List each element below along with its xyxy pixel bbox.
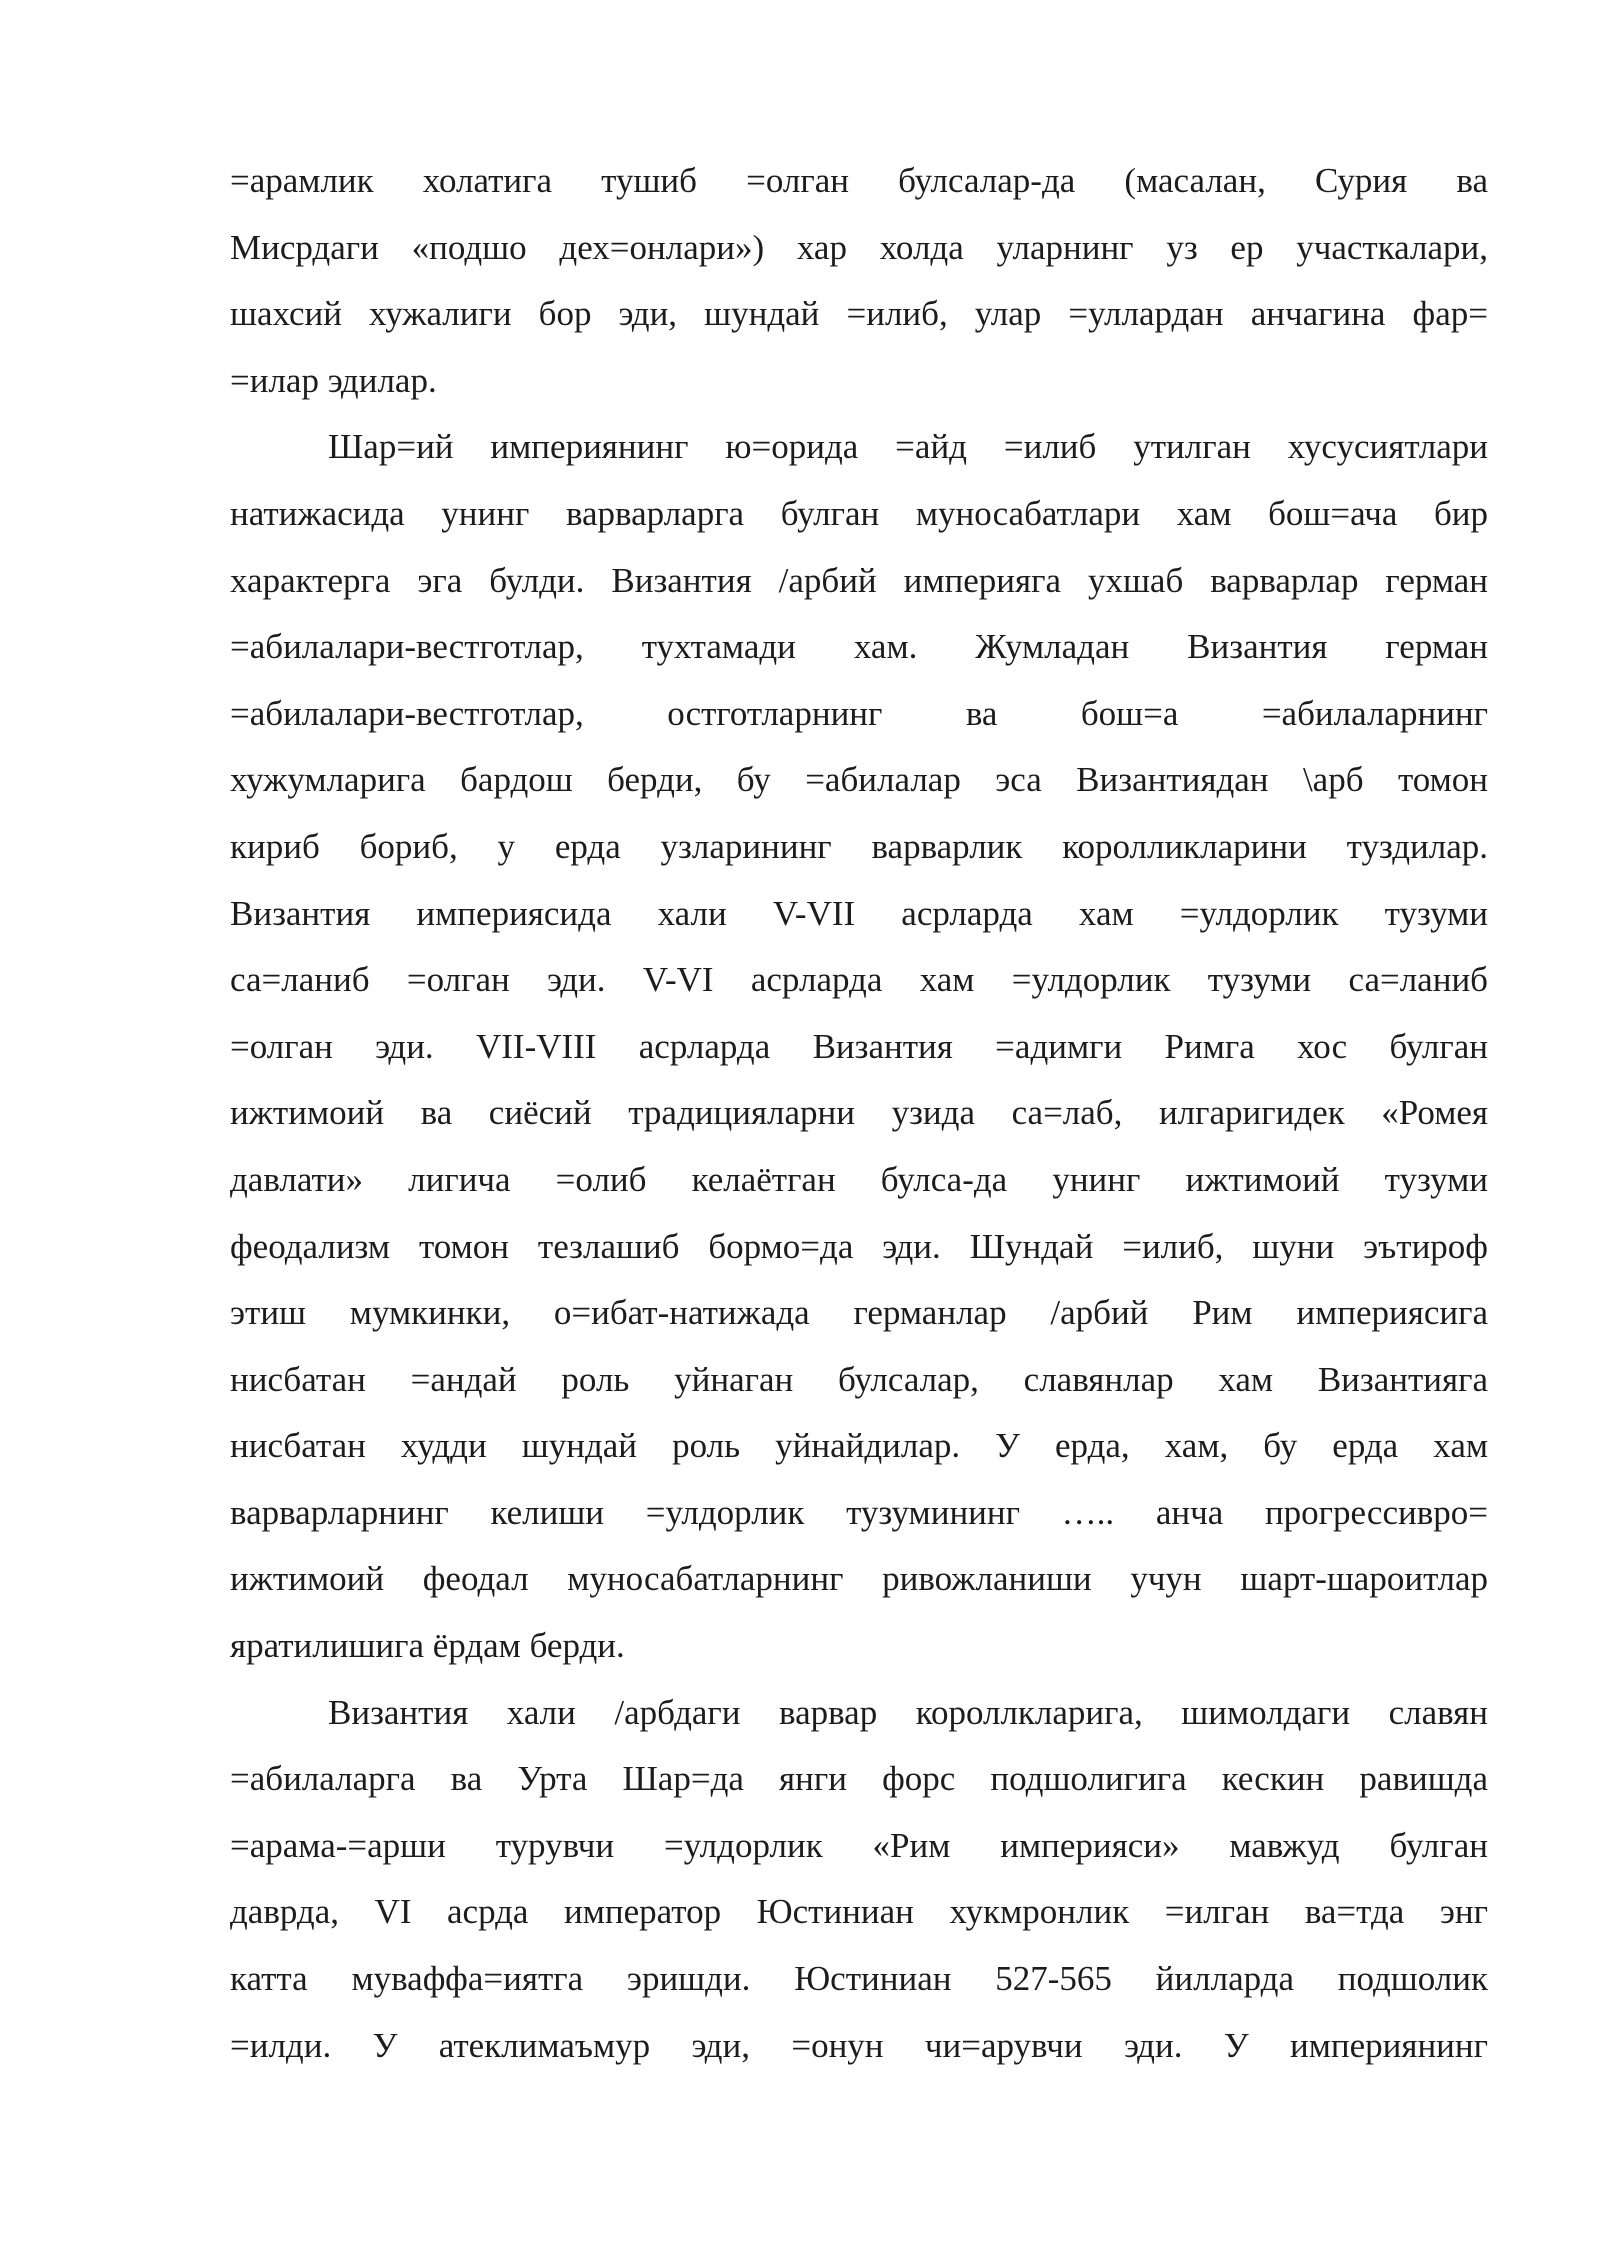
text-line: =арамлик холатига тушиб =олган булсалар-да (масалан, Сурия ва [230, 161, 1488, 200]
text-line: шахсий хужалиги бор эди, шундай =илиб, улар =уллардан анчагина фар= [230, 294, 1488, 334]
text-line: ижтимоий феодал муносабатларнинг ривожланиши учун шарт-шароитлар [230, 1559, 1488, 1599]
text-line: =арама-=арши турувчи =улдорлик «Рим империяси» мавжуд булган [230, 1825, 1488, 1865]
text-line: этиш мумкинки, о=ибат-натижада германлар /арбий Рим империясига [230, 1293, 1488, 1333]
text-line: Мисрдаги «подшо дех=онлари») хар холда уларнинг уз ер участкалари, [230, 227, 1488, 267]
text-line: Византия империясида хали V-VII асрларда хам =улдорлик тузуми [230, 893, 1488, 933]
text-line: натижасида унинг варварларга булган муносабатлари хам бош=ача бир [230, 493, 1488, 533]
text-line: =олган эди. VII-VIII асрларда Византия =адимги Римга хос булган [230, 1026, 1488, 1066]
text-line: характерга эга булди. Византия /арбий империяга ухшаб варварлар герман [230, 560, 1488, 600]
text-line: давлати» лигича =олиб келаётган булса-да унинг ижтимоий тузуми [230, 1159, 1488, 1199]
text-line: =абилаларга ва Урта Шар=да янги форс подшолигига кескин равишда [230, 1759, 1488, 1799]
text-line: =абилалари-вестготлар, остготларнинг ва бош=а =абилаларнинг [230, 693, 1488, 733]
text-line: феодализм томон тезлашиб бормо=да эди. Шундай =илиб, шуни эътироф [230, 1226, 1488, 1266]
text-line: яратилишига ёрдам берди. [230, 1626, 625, 1666]
paragraph [230, 148, 1488, 414]
text-line: варварларнинг келиши =улдорлик тузумининг ….. анча прогрессивро= [230, 1492, 1488, 1532]
text-line: ижтимоий ва сиёсий традицияларни узида са=лаб, илгаригидек «Ромея [230, 1093, 1488, 1133]
text-line: са=ланиб =олган эди. V-VI асрларда хам =улдорлик тузуми са=ланиб [230, 960, 1488, 1000]
text-line: =абилалари-вестготлар, тухтамади хам. Жумладан Византия герман [230, 627, 1488, 667]
text-line: нисбатан худди шундай роль уйнайдилар. У ерда, хам, бу ерда хам [230, 1426, 1488, 1466]
text-line: Византия хали /арбдаги варвар короллкларига, шимолдаги славян [328, 1692, 1488, 1732]
text-line: катта муваффа=иятга эришди. Юстиниан 527-565 йилларда подшолик [230, 1959, 1488, 1999]
paragraph [230, 1680, 1488, 2080]
text-line: =илар эдилар. [230, 360, 437, 400]
text-line: Шар=ий империянинг ю=орида =айд =илиб утилган хусусиятлари [328, 427, 1488, 467]
text-line: даврда, VI асрда император Юстиниан хукмронлик =илган ва=тда энг [230, 1892, 1488, 1932]
text-line: хужумларига бардош берди, бу =абилалар эса Византиядан \арб томон [230, 760, 1488, 800]
paragraph [230, 414, 1488, 1679]
text-line: нисбатан =андай роль уйнаган булсалар, славянлар хам Византияга [230, 1359, 1488, 1399]
text-line: =илди. У атеклимаъмур эди, =онун чи=арувчи эди. У империянинг [230, 2025, 1488, 2065]
text-line: кириб бориб, у ерда узларининг варварлик королликларини туздилар. [230, 826, 1488, 866]
